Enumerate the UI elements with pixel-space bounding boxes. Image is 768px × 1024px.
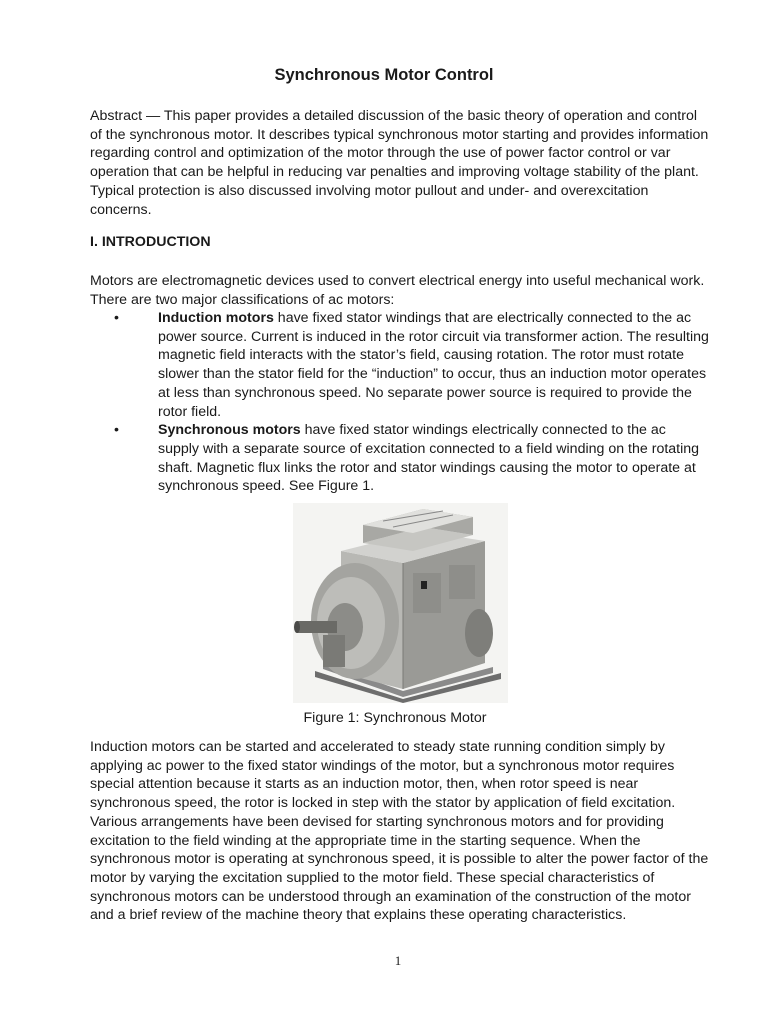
list-item-induction-motors [90,309,710,421]
synchronous-motor-illustration [293,503,508,703]
bullet-text: have fixed stator windings that are electrically connected to the ac power source. Current is induced in the rotor circuit via transformer action. The resulting magnetic field interacts with the stator’s field, causing rotation. The rotor must rotate slower than the stator field for the “induction” to occur, thus an induction motor operates at less than synchronous speed. No separate power source is required to provide the rotor field. [158,310,709,420]
page-number: 1 [394,953,402,968]
body-paragraph: Induction motors can be started and accelerated to steady state running condition simply by applying ac power to the fixed stator windings of the motor, but a synchronous motor requires special attention because it starts as an induction motor, then, when rotor speed is near synchronous speed, the rotor is locked in step with the stator by application of field excitation. Various arrangements have been devised for starting synchronous motors and for providing excitation to the field winding at the appropriate time in the starting sequence. When the synchronous motor is operating at synchronous speed, it is possible to alter the power factor of the motor by varying the excitation supplied to the motor field. These special characteristics of synchronous motors can be understood through an examination of the construction of the motor and a brief review of the machine theory that explains these operating characteristics. [90,739,709,924]
bullet-icon: • [114,422,119,439]
bullet-icon: • [114,310,119,326]
bullet-term: Induction motors [158,310,274,326]
intro-paragraph: Motors are electromagnetic devices used to convert electrical energy into useful mechanical work. There are two major classifications of ac motors: [90,273,705,308]
bullet-term: Synchronous motors [158,422,301,439]
abstract-paragraph: Abstract — This paper provides a detailed discussion of the basic theory of operation and control of the synchronous motor. It describes typical synchronous motor starting and provides information regarding control and optimization of the motor through the use of power factor control or var operation that can be helpful in reducing var penalties and improving voltage stability of the plant. Typical protection is also discussed involving motor pullout and under- and overexcitation concerns. [90,108,709,218]
figure-caption: Figure 1: Synchronous Motor [303,710,487,726]
section-heading-introduction: I. INTRODUCTION [90,234,211,250]
motor-classification-list [90,309,710,496]
synchronous-motor-figure [293,503,508,703]
bullet-text: have fixed stator windings electrically connected to the ac supply with a separate source of excitation connected to a field winding on the rotating shaft. Magnetic flux links the rotor and stator windings causing the motor to operate at synchronous speed. See Figure 1. [158,422,700,495]
list-item-synchronous-motors [90,421,710,496]
document-title: Synchronous Motor Control [274,66,494,84]
